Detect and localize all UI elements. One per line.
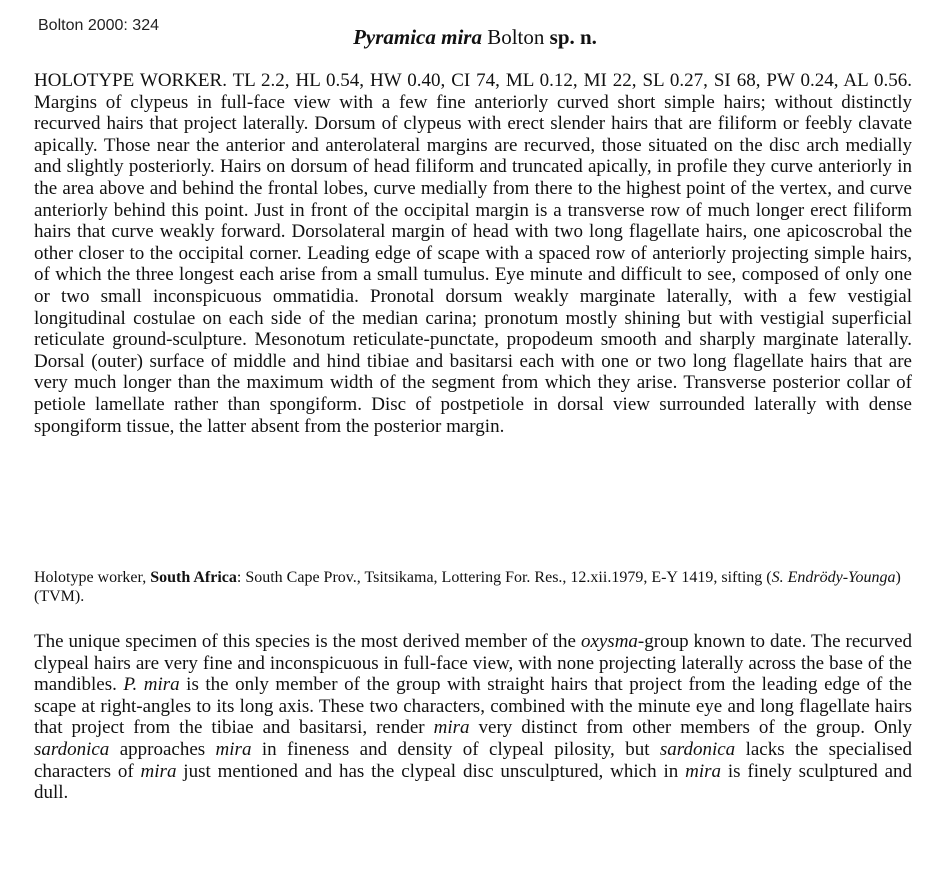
species-ref: mira [215, 738, 252, 760]
species-ref: P. mira [123, 674, 180, 696]
species-ref: sardonica [659, 738, 736, 760]
discussion-text: lacks the specialised characters of [34, 738, 912, 782]
discussion-text: is the only member of the group with straight hairs that project from the leading edge of the scape at right-angles to its long axis. These two characters, combined with the minute eye and long flagellate hairs that project from the tibiae and basitarsi, render [34, 674, 912, 739]
species-ref: mira [140, 760, 177, 782]
material-examined [34, 568, 912, 606]
discussion-text: -group known to date. The recurved clypeal hairs are very fine and inconspicuous in full-face view, with none projecting laterally across the base of the mandibles. [34, 631, 912, 696]
discussion-text: just mentioned and has the clypeal disc unsculptured, which in [176, 760, 686, 782]
material-suffix: ) (TVM). [34, 569, 901, 605]
material-locality: : South Cape Prov., Tsitsikama, Lottering For. Res., 12.xii.1979, E-Y 1419, sifting ( [236, 569, 772, 586]
species-title [0, 25, 950, 50]
description-paragraph: HOLOTYPE WORKER. TL 2.2, HL 0.54, HW 0.40, CI 74, ML 0.12, MI 22, SL 0.27, SI 68, PW 0.24, AL 0.56. Margins of clypeus in full-face view with a few fine anteriorly curved short simple hairs; without distinctly recurved hairs that project laterally. Dorsum of clypeus with erect slender hairs that are filiform or feebly clavate apically. Those near the anterior and anterolateral margins are recurved, those situated on the disc arch medially and slightly posteriorly. Hairs on dorsum of head filiform and truncated apically, in profile they curve anteriorly in the area above and behind the frontal lobes, curve medially from there to the highest point of the vertex, and curve anteriorly behind this point. Just in front of the occipital margin is a transverse row of much longer erect filiform hairs that curve weakly forward. Dorsolateral margin of head with two long flagellate hairs, one apicoscrobal the other closer to the occipital corner. Leading edge of scape with a spaced row of anteriorly projecting simple hairs, of which the three longest each arise from a small tumulus. Eye minute and difficult to see, composed of only one or two small inconspicuous ommatidia. Pronotal dorsum weakly marginate laterally, with a few vestigial longitudinal costulae on each side of the median carina; pronotum mostly shining but with vestigial superficial reticulate ground-sculpture. Mesonotum reticulate-punctate, propodeum smooth and sharply marginate laterally. Dorsal (outer) surface of middle and hind tibiae and basitarsi each with one or two long flagellate hairs that are very much longer than the maximum width of the segment from which they arise. Transverse posterior collar of petiole lamellate rather than spongiform. Disc of postpetiole in dorsal view surrounded laterally with dense spongiform tissue, the latter absent from the posterior margin. [34, 70, 912, 437]
group-name: oxysma [580, 631, 638, 652]
species-ref: sardonica [34, 738, 110, 760]
discussion-text: The unique specimen of this species is the most derived member of the [34, 631, 581, 652]
reference-label: Bolton 2000: 324 [38, 17, 159, 34]
species-ref: mira [685, 760, 721, 782]
species-author: Bolton [487, 25, 545, 49]
discussion-paragraph [34, 631, 912, 804]
species-name: Pyramica mira [353, 25, 482, 49]
discussion-text: is finely sculptured and dull. [34, 760, 912, 804]
material-collector: S. Endrödy-Younga [771, 569, 896, 586]
species-status: sp. n. [549, 25, 597, 49]
discussion-text: very distinct from other members of the group. Only [469, 717, 912, 739]
species-ref: mira [433, 717, 470, 739]
material-country: South Africa [150, 569, 237, 586]
discussion-text: approaches [109, 738, 216, 760]
material-prefix: Holotype worker, [34, 569, 147, 586]
discussion-text: in fineness and density of clypeal pilosity, but [251, 738, 660, 760]
